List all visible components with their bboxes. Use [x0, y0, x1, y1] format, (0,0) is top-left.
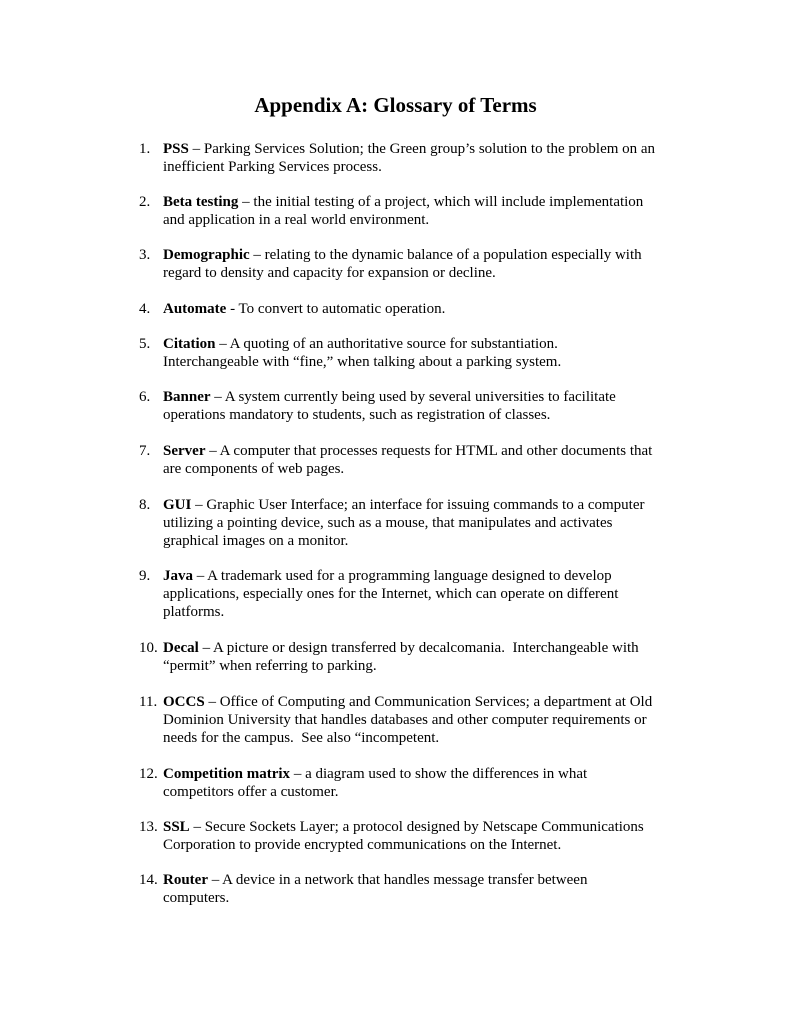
entry-definition-text: – A picture or design transferred by decalcomania. Interchangeable with: [198, 640, 639, 656]
entry-term: Java: [163, 568, 193, 584]
entry-line: [163, 729, 683, 747]
entry-number: 12.: [139, 766, 158, 782]
entry-number: 7.: [139, 443, 151, 459]
entry-definition-text: – A trademark used for a programming language designed to develop: [193, 568, 612, 584]
entry-number: 6.: [139, 389, 151, 405]
entry-body: [163, 567, 683, 621]
page-title: Appendix A: Glossary of Terms: [254, 93, 537, 117]
entry-line: [163, 300, 683, 318]
entry-line: [163, 246, 683, 264]
entry-number: 14.: [139, 872, 158, 888]
entry-line: [163, 783, 683, 801]
entry-term: Automate: [163, 301, 227, 317]
entry-line: [163, 140, 683, 158]
entry-line: [163, 657, 683, 675]
entry-term: OCCS: [163, 694, 205, 710]
entry-body: [163, 496, 683, 550]
entry-definition-text: platforms.: [163, 604, 225, 620]
entry-line: [163, 353, 683, 371]
entry-line: [163, 818, 683, 836]
entry-body: [163, 193, 683, 229]
entry-definition-text: – A device in a network that handles message transfer between: [208, 872, 588, 888]
entry-definition-text: Interchangeable with “fine,” when talking about a parking system.: [163, 354, 562, 370]
entry-term: Beta testing: [163, 194, 239, 210]
entry-number: 13.: [139, 819, 158, 835]
entry-line: [163, 765, 683, 783]
entry-line: [163, 871, 683, 889]
entry-term: Banner: [163, 389, 211, 405]
entry-definition-text: graphical images on a monitor.: [163, 533, 349, 549]
entry-number: 3.: [139, 247, 151, 263]
entry-line: [163, 693, 683, 711]
entry-line: [163, 711, 683, 729]
entry-term: SSL: [163, 819, 190, 835]
entry-definition-text: computers.: [163, 890, 230, 906]
entry-definition-text: inefficient Parking Services process.: [163, 159, 382, 175]
entry-term: Demographic: [163, 247, 250, 263]
entry-number: 2.: [139, 194, 151, 210]
entry-body: [163, 442, 683, 478]
entry-number: 5.: [139, 336, 151, 352]
entry-definition-text: “permit” when referring to parking.: [163, 658, 377, 674]
entry-term: Competition matrix: [163, 766, 291, 782]
entry-definition-text: - To convert to automatic operation.: [226, 301, 446, 317]
entry-body: [163, 871, 683, 907]
entry-definition-text: – Graphic User Interface; an interface for issuing commands to a computer: [191, 497, 645, 513]
entry-definition-text: – relating to the dynamic balance of a population especially with: [249, 247, 642, 263]
entry-number: 4.: [139, 301, 151, 317]
entry-definition-text: – a diagram used to show the differences in what: [290, 766, 588, 782]
entry-definition-text: Corporation to provide encrypted communications on the Internet.: [163, 837, 562, 853]
entry-definition-text: – A computer that processes requests for HTML and other documents that: [205, 443, 653, 459]
entry-body: [163, 639, 683, 675]
entry-line: [163, 496, 683, 514]
entry-definition-text: and application in a real world environment.: [163, 212, 430, 228]
entry-line: [163, 532, 683, 550]
entry-definition-text: – Parking Services Solution; the Green group’s solution to the problem on an: [188, 141, 656, 157]
entry-number: 1.: [139, 141, 151, 157]
entry-body: [163, 388, 683, 424]
entry-body: [163, 693, 683, 747]
entry-definition-text: – Secure Sockets Layer; a protocol designed by Netscape Communications: [189, 819, 644, 835]
entry-line: [163, 406, 683, 424]
entry-definition-text: applications, especially ones for the Internet, which can operate on different: [163, 586, 619, 602]
entry-line: [163, 567, 683, 585]
entry-number: 11.: [139, 694, 158, 710]
entry-line: [163, 388, 683, 406]
entry-number: 10.: [139, 640, 158, 656]
entry-line: [163, 836, 683, 854]
entry-line: [163, 585, 683, 603]
entry-definition-text: operations mandatory to students, such as registration of classes.: [163, 407, 551, 423]
entry-line: [163, 442, 683, 460]
entry-definition-text: are components of web pages.: [163, 461, 345, 477]
entry-definition-text: regard to density and capacity for expansion or decline.: [163, 265, 496, 281]
entry-body: [163, 246, 683, 282]
entry-body: [163, 335, 683, 371]
entry-definition-text: competitors offer a customer.: [163, 784, 339, 800]
entry-term: Server: [163, 443, 206, 459]
entry-line: [163, 514, 683, 532]
entry-definition-text: Dominion University that handles databases and other computer requirements or: [163, 712, 647, 728]
entry-term: Router: [163, 872, 208, 888]
entry-line: [163, 603, 683, 621]
entry-line: [163, 460, 683, 478]
entry-body: [163, 300, 683, 318]
entry-term: Citation: [163, 336, 216, 352]
entry-line: [163, 639, 683, 657]
entry-body: [163, 818, 683, 854]
entry-definition-text: – A quoting of an authoritative source for substantiation.: [215, 336, 558, 352]
entry-line: [163, 335, 683, 353]
entry-line: [163, 193, 683, 211]
entry-number: 8.: [139, 497, 151, 513]
entry-line: [163, 158, 683, 176]
entry-definition-text: – A system currently being used by several universities to facilitate: [210, 389, 616, 405]
entry-term: PSS: [163, 141, 189, 157]
entry-body: [163, 765, 683, 801]
entry-body: [163, 140, 683, 176]
entry-definition-text: needs for the campus. See also “incompetent.: [163, 730, 440, 746]
entry-term: GUI: [163, 497, 192, 513]
entry-line: [163, 211, 683, 229]
entry-definition-text: – the initial testing of a project, which will include implementation: [238, 194, 644, 210]
entry-term: Decal: [163, 640, 199, 656]
entry-definition-text: – Office of Computing and Communication Services; a department at Old: [204, 694, 653, 710]
entry-line: [163, 264, 683, 282]
entry-definition-text: utilizing a pointing device, such as a mouse, that manipulates and activates: [163, 515, 613, 531]
entry-number: 9.: [139, 568, 151, 584]
entry-line: [163, 889, 683, 907]
